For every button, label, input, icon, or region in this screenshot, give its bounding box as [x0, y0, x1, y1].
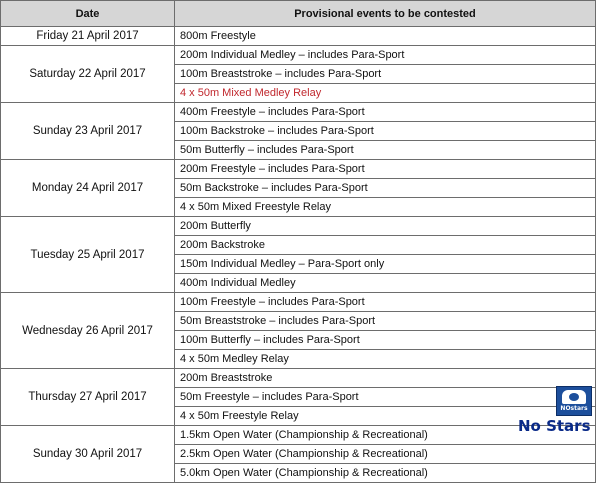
schedule-body [1, 27, 596, 483]
logo-text: NOstars [560, 405, 588, 412]
event-cell: 200m Individual Medley – includes Para-Sport [175, 46, 596, 65]
table-row [1, 27, 596, 46]
event-cell: 4 x 50m Mixed Medley Relay [175, 84, 596, 103]
event-cell: 50m Freestyle – includes Para-Sport [175, 388, 596, 407]
event-cell: 4 x 50m Mixed Freestyle Relay [175, 198, 596, 217]
event-cell: 200m Butterfly [175, 217, 596, 236]
logo-badge-shape [562, 390, 586, 404]
date-column-header: Date [1, 1, 175, 27]
watermark-text: No Stars [518, 417, 591, 435]
event-cell: 4 x 50m Freestyle Relay [175, 407, 596, 426]
event-cell: 1.5km Open Water (Championship & Recreational) [175, 426, 596, 445]
table-row [1, 426, 596, 445]
date-cell: Wednesday 26 April 2017 [1, 293, 175, 369]
table-row [1, 160, 596, 179]
date-cell: Friday 21 April 2017 [1, 27, 175, 46]
event-cell: 800m Freestyle [175, 27, 596, 46]
date-cell: Sunday 30 April 2017 [1, 426, 175, 483]
event-cell: 400m Freestyle – includes Para-Sport [175, 103, 596, 122]
date-cell: Tuesday 25 April 2017 [1, 217, 175, 293]
event-cell: 200m Backstroke [175, 236, 596, 255]
event-cell: 4 x 50m Medley Relay [175, 350, 596, 369]
event-cell: 200m Breaststroke [175, 369, 596, 388]
table-row [1, 46, 596, 65]
date-cell: Sunday 23 April 2017 [1, 103, 175, 160]
event-cell: 5.0km Open Water (Championship & Recreational) [175, 464, 596, 483]
table-header-row [1, 1, 596, 27]
event-cell: 400m Individual Medley [175, 274, 596, 293]
event-cell: 50m Butterfly – includes Para-Sport [175, 141, 596, 160]
events-column-header: Provisional events to be contested [175, 1, 596, 27]
event-cell: 100m Breaststroke – includes Para-Sport [175, 65, 596, 84]
event-cell: 100m Butterfly – includes Para-Sport [175, 331, 596, 350]
table-row [1, 369, 596, 388]
event-cell: 100m Freestyle – includes Para-Sport [175, 293, 596, 312]
date-cell: Thursday 27 April 2017 [1, 369, 175, 426]
date-cell: Monday 24 April 2017 [1, 160, 175, 217]
event-cell: 150m Individual Medley – Para-Sport only [175, 255, 596, 274]
event-cell: 100m Backstroke – includes Para-Sport [175, 122, 596, 141]
event-cell: 50m Breaststroke – includes Para-Sport [175, 312, 596, 331]
table-row [1, 217, 596, 236]
event-cell: 2.5km Open Water (Championship & Recreational) [175, 445, 596, 464]
event-cell: 50m Backstroke – includes Para-Sport [175, 179, 596, 198]
event-cell: 200m Freestyle – includes Para-Sport [175, 160, 596, 179]
table-row [1, 293, 596, 312]
table-row [1, 103, 596, 122]
date-cell: Saturday 22 April 2017 [1, 46, 175, 103]
nostars-logo-icon [556, 386, 592, 416]
